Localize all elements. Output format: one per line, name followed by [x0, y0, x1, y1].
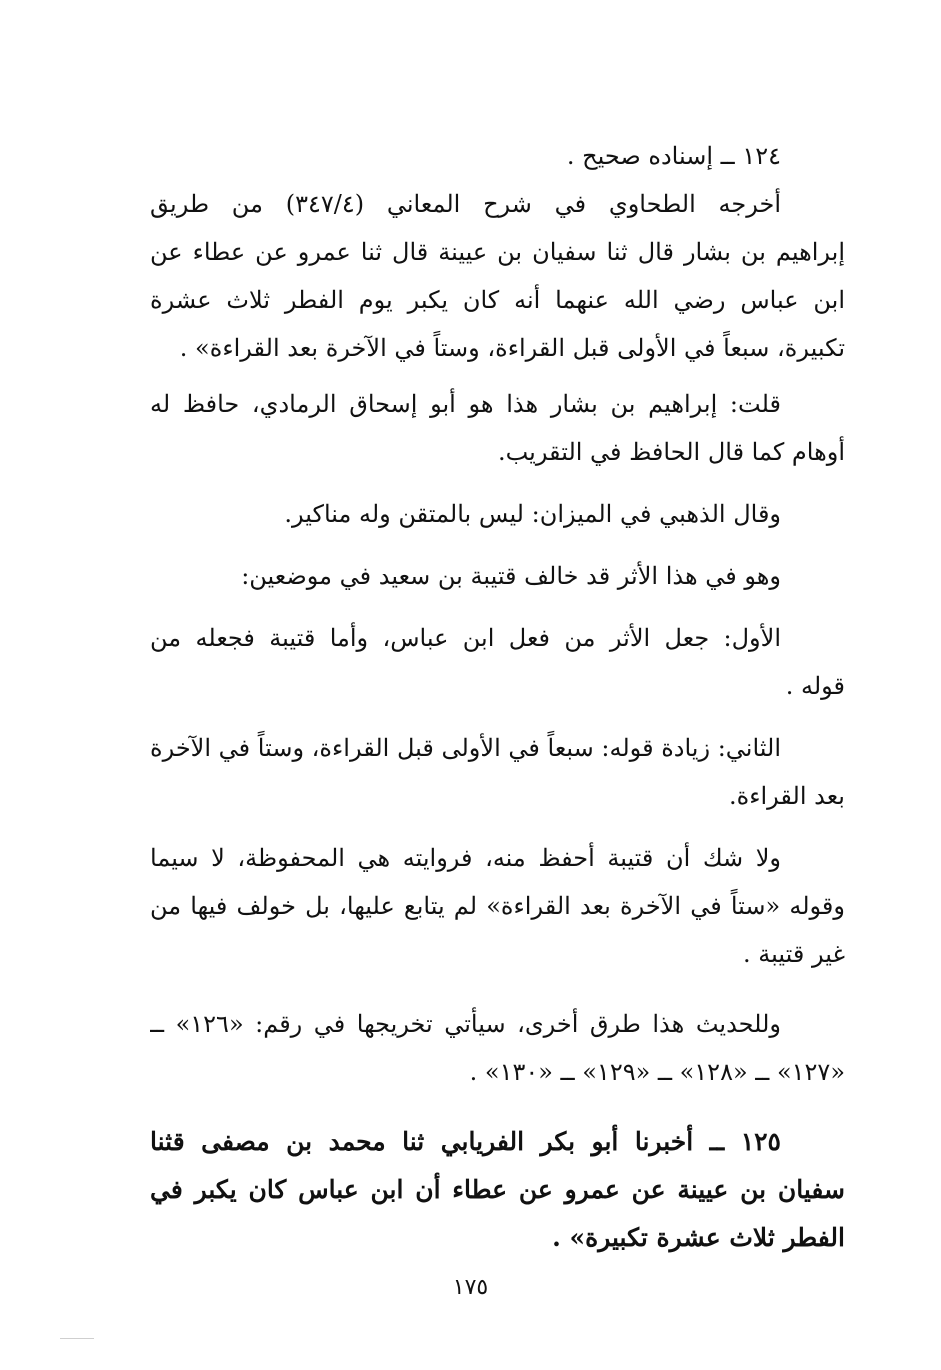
- text-line: إبراهيم بن بشار قال ثنا سفيان بن عيينة قال ثنا عمرو عن عطاء عن: [150, 238, 845, 266]
- paragraph-no-doubt: [150, 834, 845, 978]
- text-line: وقال الذهبي في الميزان: ليس بالمتقن وله مناكير.: [284, 500, 781, 528]
- text-line: قلت: إبراهيم بن بشار هذا هو أبو إسحاق الرمادي، حافظ له: [150, 390, 781, 418]
- text-line: ولا شك أن قتيبة أحفظ منه، فروايته هي المحفوظة، لا سيما: [150, 844, 781, 872]
- page-body: [150, 132, 845, 1262]
- text-line: وهو في هذا الأثر قد خالف قتيبة بن سعيد في موضعين:: [241, 562, 781, 590]
- text-line: سفيان بن عيينة عن عمرو عن عطاء أن ابن عباس كان يكبر في: [150, 1175, 845, 1204]
- entry-125: [150, 1118, 845, 1262]
- text-line: وللحديث هذا طرق أخرى، سيأتي تخريجها في رقم: «١٢٦» ــ: [150, 1010, 782, 1038]
- text-line: تكبيرة، سبعاً في الأولى قبل القراءة، وستاً في الآخرة بعد القراءة» .: [179, 334, 845, 362]
- paragraph-two-places: [150, 552, 845, 600]
- text-line: غير قتيبة .: [743, 940, 845, 968]
- text-line: الأول: جعل الأثر من فعل ابن عباس، وأما قتيبة فجعله من: [150, 624, 781, 652]
- paragraph-second: [150, 724, 845, 820]
- entry-124: [150, 132, 845, 372]
- text-line: بعد القراءة.: [728, 782, 845, 810]
- text-line: ابن عباس رضي الله عنهما أنه كان يكبر يوم الفطر ثلاث عشرة: [150, 286, 845, 314]
- paragraph-other-routes: [150, 1000, 845, 1096]
- entry-124-heading: ١٢٤ ــ إسناده صحيح .: [566, 142, 781, 170]
- page-number: ١٧٥: [452, 1275, 489, 1300]
- text-line: الثاني: زيادة قوله: سبعاً في الأولى قبل القراءة، وستاً في الآخرة: [150, 734, 781, 762]
- text-line: «١٢٧» ــ «١٢٨» ــ «١٢٩» ــ «١٣٠» .: [469, 1058, 845, 1086]
- paragraph-first: [150, 614, 845, 710]
- entry-125-heading: ١٢٥ ــ أخبرنا أبو بكر الفريابي ثنا محمد بن مصفى قثنا: [150, 1127, 781, 1156]
- text-line: قوله .: [785, 672, 845, 700]
- text-line: أوهام كما قال الحافظ في التقريب.: [497, 438, 845, 466]
- text-line: أخرجه الطحاوي في شرح المعاني (٣٤٧/٤) من طريق: [150, 190, 781, 218]
- text-line: الفطر ثلاث عشرة تكبيرة» .: [552, 1223, 845, 1252]
- scan-mark: [60, 1338, 94, 1339]
- text-line: وقوله «ستاً في الآخرة بعد القراءة» لم يتابع عليها، بل خولف فيها من: [150, 892, 845, 920]
- paragraph-dhahabi: [150, 490, 845, 538]
- paragraph-qult: [150, 380, 845, 476]
